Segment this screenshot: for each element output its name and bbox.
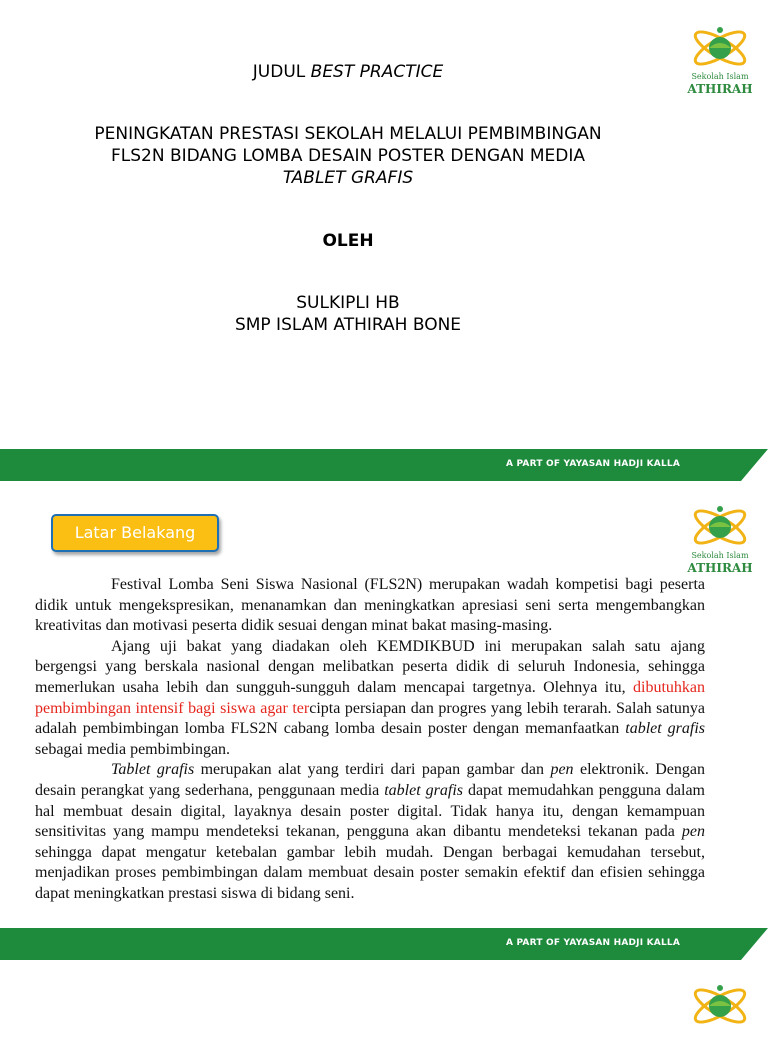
p2-text-b: cipta persiapan dan progres yang lebih terarah. Salah satunya adalah pembimbingan lomba FLS2N cabang lomba desain poster dengan memanfaatkan	[35, 699, 705, 738]
oleh-label: OLEH	[322, 231, 374, 251]
judul-italic: BEST PRACTICE	[310, 62, 444, 82]
author-name: SULKIPLI HB	[296, 293, 400, 313]
body-text	[35, 575, 705, 905]
paragraph-1: Festival Lomba Seni Siswa Nasional (FLS2N) merupakan wadah kompetisi bagi peserta didik untuk mengekspresikan, menanamkan dan meningkatkan apresiasi seni serta mengembangkan kreativitas dan motivasi peserta didik sesuai dengan minat bakat masing-masing.	[35, 576, 705, 635]
judul-prefix: JUDUL	[252, 62, 311, 82]
school-name: SMP ISLAM ATHIRAH BONE	[234, 315, 462, 335]
p3-italic-4: pen	[681, 823, 705, 841]
athirah-logo-icon	[684, 503, 756, 551]
band-corner	[708, 449, 768, 481]
p3-italic-3: tablet grafis	[384, 781, 463, 799]
paragraph-2	[35, 637, 705, 761]
p2-italic: tablet grafis	[625, 720, 706, 738]
p2-text-a: Ajang uji bakat yang diadakan oleh KEMDIKBUD ini merupakan salah satu ajang bergengsi yang berskala nasional dengan melibatkan peserta didik di seluruh Indonesia, sehingga memerlukan usaha lebih dan sungguh-sungguh dalam mencapai targetnya. Olehnya itu,	[35, 637, 705, 696]
band-text: A PART OF YAYASAN HADJI KALLA	[505, 938, 680, 948]
band-corner	[708, 928, 768, 960]
p3-italic-2: pen	[550, 761, 574, 779]
athirah-logo-icon	[684, 24, 756, 72]
athirah-logo	[684, 503, 756, 575]
p3-text-b: elektronik. Dengan desain perangkat yang sederhana, penggunaan media	[35, 761, 705, 799]
main-title-line-1: PENINGKATAN PRESTASI SEKOLAH MELALUI PEMBIMBINGAN	[94, 124, 602, 144]
athirah-logo-icon	[684, 982, 756, 1030]
athirah-logo	[684, 982, 756, 1054]
athirah-logo	[684, 24, 756, 96]
best-practice-heading	[0, 62, 696, 82]
main-title-line-2: FLS2N BIDANG LOMBA DESAIN POSTER DENGAN MEDIA	[110, 146, 586, 166]
footer-band	[0, 449, 768, 481]
footer-band	[0, 928, 768, 960]
logo-subtitle: Sekolah Islam	[691, 551, 749, 560]
logo-name: ATHIRAH	[687, 561, 753, 575]
p3-text-a: merupakan alat yang terdiri dari papan gambar dan	[194, 761, 551, 779]
logo-name: ATHIRAH	[687, 82, 753, 96]
p2-text-c: sebagai media pembimbingan.	[35, 740, 231, 758]
paragraph-3	[35, 760, 705, 904]
p3-italic-1: Tablet grafis	[111, 761, 195, 779]
logo-subtitle: Sekolah Islam	[691, 72, 749, 81]
section-title-badge: Latar Belakang	[51, 514, 219, 552]
p3-text-c: dapat memudahkan pengguna dalam hal membuat desain digital, layaknya desain poster digital. Tidak hanya itu, dengan kemampuan sensitivitas yang mampu mendeteksi tekanan, pengguna akan dibantu mendeteksi tekanan pada	[35, 781, 705, 841]
band-text: A PART OF YAYASAN HADJI KALLA	[505, 459, 680, 469]
p3-text-d: sehingga dapat mengatur ketebalan gambar lebih mudah. Dengan berbagai kemudahan tersebut, menjadikan proses pembimbingan dalam membuat desain poster semakin efektif dan efisien sehingga dapat meningkatkan prestasi siswa di bidang seni.	[35, 843, 705, 902]
p2-highlight: dibutuhkan pembimbingan intensif bagi siswa agar ter	[35, 678, 705, 717]
main-title-line-3: TABLET GRAFIS	[282, 168, 414, 188]
